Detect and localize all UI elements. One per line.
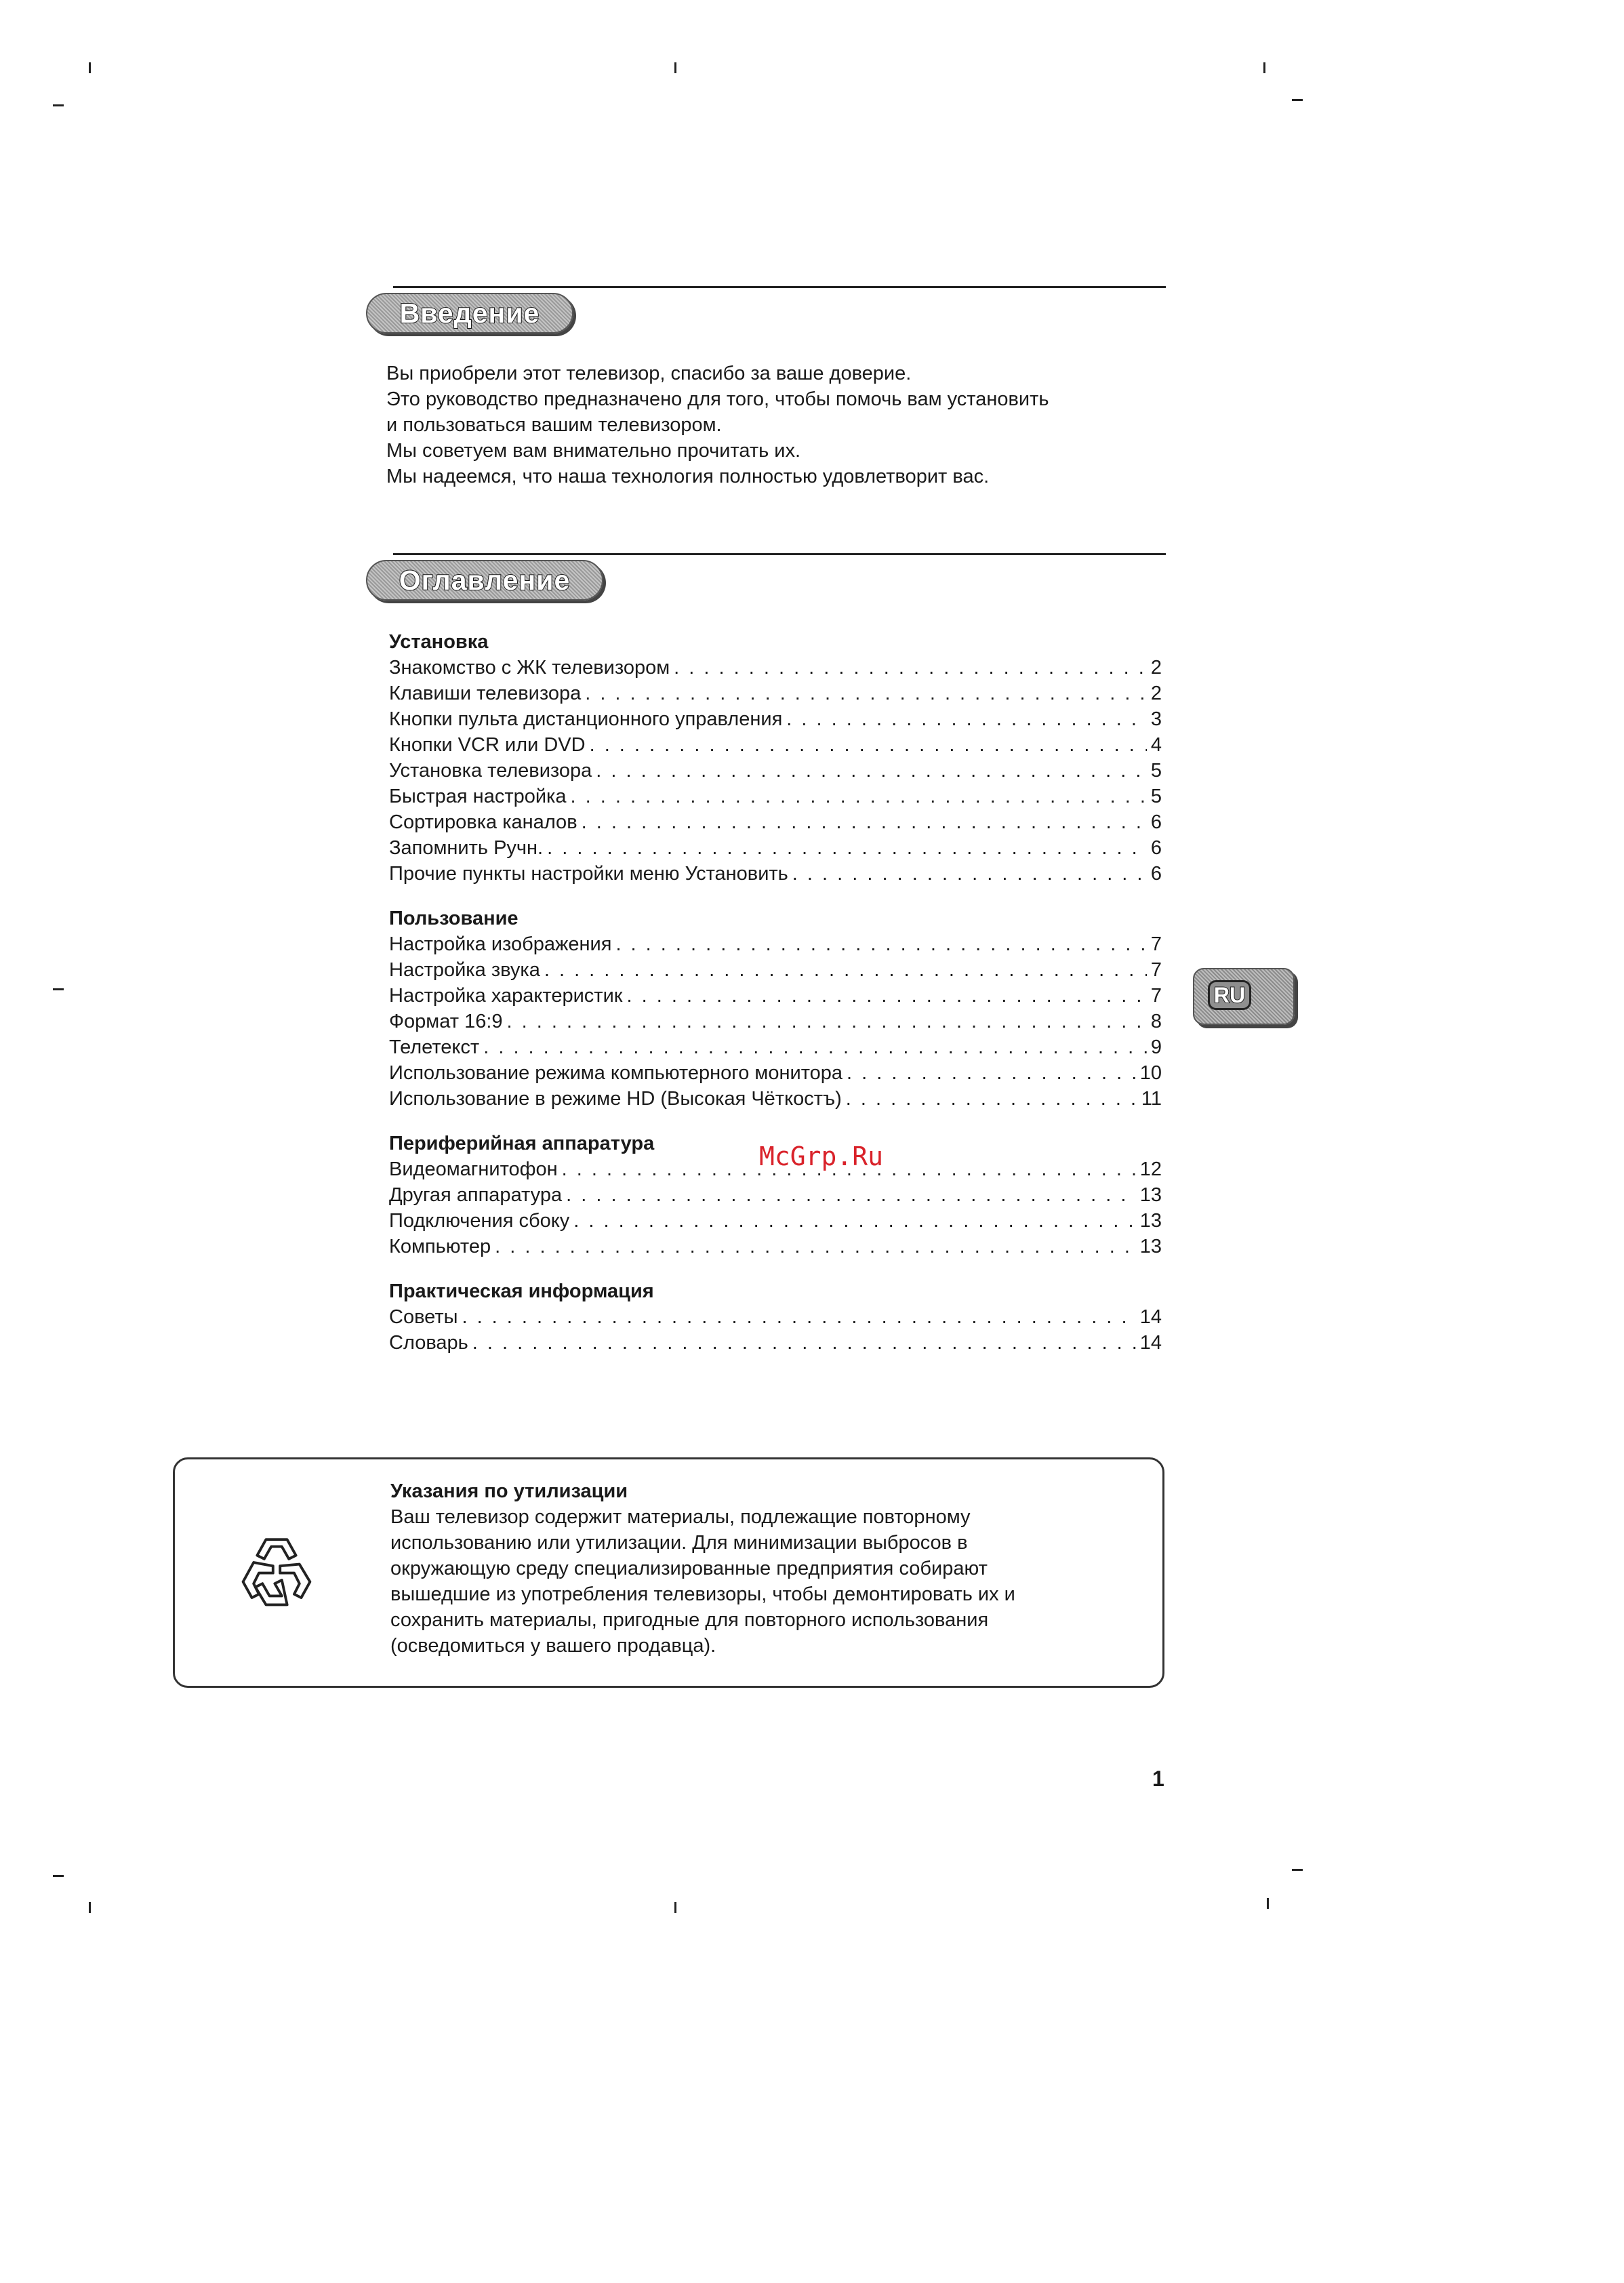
- toc-entry-title: Видеомагнитофон: [389, 1158, 558, 1180]
- toc-entry-title: Прочие пункты настройки меню Установить: [389, 863, 788, 885]
- disposal-line: окружающую среду специализированные предприятия собирают: [390, 1558, 988, 1579]
- toc-entry-page: 12: [1139, 1158, 1162, 1180]
- toc-leader-dots: [544, 957, 1147, 983]
- toc-entry-page: 7: [1150, 985, 1162, 1007]
- toc-entry[interactable]: [389, 655, 1162, 681]
- toc-entry-page: 11: [1141, 1088, 1162, 1110]
- toc-group-practical-info: [389, 1278, 1162, 1356]
- toc-entry-title: Использование режима компьютерного монитора: [389, 1062, 843, 1084]
- toc-entry-title: Настройка характеристик: [389, 985, 623, 1007]
- toc-entry-title: Клавиши телевизора: [389, 683, 582, 704]
- toc-leader-dots: [786, 706, 1147, 732]
- toc-entry-title: Другая аппаратура: [389, 1184, 563, 1206]
- toc-entry-page: 14: [1139, 1332, 1162, 1354]
- toc-leader-dots: [596, 758, 1147, 784]
- toc-entry-page: 13: [1139, 1210, 1162, 1232]
- toc-leader-dots: [566, 1182, 1136, 1208]
- toc-entry[interactable]: [389, 809, 1162, 835]
- disposal-title: Указания по утилизации: [390, 1480, 628, 1502]
- toc-entry[interactable]: [389, 784, 1162, 809]
- toc-entry[interactable]: [389, 1182, 1162, 1208]
- toc-entry-title: Телетекст: [389, 1036, 480, 1058]
- intro-line: Это руководство предназначено для того, чтобы помочь вам установить: [386, 388, 1049, 410]
- toc-entry-page: 5: [1150, 786, 1162, 807]
- toc-entry[interactable]: [389, 1234, 1162, 1259]
- toc-leader-dots: [547, 835, 1147, 861]
- toc-leader-dots: [674, 655, 1147, 681]
- toc-leader-dots: [846, 1086, 1137, 1112]
- toc-entry-page: 6: [1150, 863, 1162, 885]
- crop-mark: [53, 104, 64, 106]
- disposal-line: вышедшие из употребления телевизоры, чтобы демонтировать их и: [390, 1583, 1015, 1605]
- toc-entry-title: Установка телевизора: [389, 760, 592, 782]
- toc-entry-page: 13: [1139, 1236, 1162, 1257]
- crop-mark: [1292, 1869, 1303, 1871]
- disposal-line: (осведомиться у вашего продавца).: [390, 1635, 716, 1657]
- toc-entry-page: 4: [1150, 734, 1162, 756]
- crop-mark: [1267, 1898, 1269, 1909]
- toc-entry[interactable]: [389, 1208, 1162, 1234]
- toc-entry-page: 2: [1150, 657, 1162, 679]
- toc-entry[interactable]: [389, 931, 1162, 957]
- recycle-icon: [232, 1527, 321, 1615]
- toc-entry-page: 13: [1139, 1184, 1162, 1206]
- crop-mark: [674, 1902, 676, 1913]
- crop-mark: [89, 62, 91, 73]
- toc-entry-page: 2: [1150, 683, 1162, 704]
- crop-mark: [89, 1902, 91, 1913]
- page-number: 1: [1152, 1766, 1164, 1791]
- toc-leader-dots: [590, 732, 1147, 758]
- toc-leader-dots: [472, 1330, 1136, 1356]
- intro-line: Вы приобрели этот телевизор, спасибо за ваше доверие.: [386, 363, 912, 384]
- toc-group-heading: Периферийная аппаратура: [389, 1133, 655, 1154]
- toc-entry-title: Настройка изображения: [389, 933, 612, 955]
- toc-leader-dots: [495, 1234, 1136, 1259]
- toc-group-heading: Пользование: [389, 908, 519, 929]
- toc-leader-dots: [792, 861, 1147, 887]
- toc-leader-dots: [483, 1034, 1147, 1060]
- table-of-contents: [389, 629, 1162, 1375]
- toc-leader-dots: [571, 784, 1147, 809]
- toc-entry-page: 14: [1139, 1306, 1162, 1328]
- toc-entry-page: 3: [1150, 708, 1162, 730]
- toc-entry-title: Кнопки пульта дистанционного управления: [389, 708, 783, 730]
- crop-mark: [1292, 99, 1303, 101]
- section-title-toc-label: Оглавление: [399, 564, 571, 596]
- toc-group-heading: Практическая информация: [389, 1280, 654, 1302]
- toc-entry[interactable]: [389, 1304, 1162, 1330]
- language-tab-label: RU: [1213, 982, 1246, 1007]
- toc-entry-title: Использование в режиме HD (Высокая Чёткостъ): [389, 1088, 842, 1110]
- disposal-line: Ваш телевизор содержит материалы, подлежащие повторному: [390, 1506, 971, 1528]
- toc-entry-page: 8: [1150, 1011, 1162, 1032]
- toc-entry-page: 7: [1150, 959, 1162, 981]
- toc-entry-page: 9: [1150, 1036, 1162, 1058]
- crop-mark: [53, 1875, 64, 1877]
- toc-entry-title: Сортировка каналов: [389, 811, 577, 833]
- toc-entry-title: Словарь: [389, 1332, 468, 1354]
- toc-entry-title: Формат 16:9: [389, 1011, 503, 1032]
- toc-entry[interactable]: [389, 681, 1162, 706]
- section-title-intro: [366, 293, 573, 334]
- toc-group-usage: [389, 906, 1162, 1112]
- intro-line: и пользоваться вашим телевизором.: [386, 414, 722, 436]
- section-title-toc: [366, 560, 603, 601]
- toc-leader-dots: [573, 1208, 1135, 1234]
- language-tab: [1193, 968, 1295, 1025]
- toc-entry-title: Подключения сбоку: [389, 1210, 570, 1232]
- toc-leader-dots: [615, 931, 1146, 957]
- toc-entry[interactable]: [389, 1034, 1162, 1060]
- disposal-line: использованию или утилизации. Для минимизации выбросов в: [390, 1532, 968, 1554]
- disposal-notice: [173, 1457, 1164, 1688]
- section-rule: [393, 553, 1166, 555]
- toc-entry-title: Компьютер: [389, 1236, 491, 1257]
- section-rule: [393, 286, 1166, 288]
- toc-entry[interactable]: [389, 732, 1162, 758]
- toc-entry[interactable]: [389, 1086, 1162, 1112]
- toc-entry[interactable]: [389, 1009, 1162, 1034]
- toc-leader-dots: [462, 1304, 1135, 1330]
- disposal-line: сохранить материалы, пригодные для повторного использования: [390, 1609, 989, 1631]
- toc-entry-title: Советы: [389, 1306, 458, 1328]
- crop-mark: [1263, 62, 1265, 73]
- intro-line: Мы надеемся, что наша технология полностью удовлетворит вас.: [386, 466, 990, 487]
- toc-leader-dots: [507, 1009, 1147, 1034]
- toc-entry-title: Запомнить Ручн.: [389, 837, 544, 859]
- toc-entry-page: 10: [1139, 1062, 1162, 1084]
- disposal-text: [390, 1478, 1015, 1659]
- toc-leader-dots: [585, 681, 1147, 706]
- toc-entry[interactable]: [389, 861, 1162, 887]
- toc-leader-dots: [626, 983, 1146, 1009]
- watermark: McGrp.Ru: [759, 1142, 884, 1171]
- toc-leader-dots: [582, 809, 1147, 835]
- crop-mark: [53, 988, 64, 990]
- toc-group-installation: [389, 629, 1162, 887]
- toc-entry[interactable]: [389, 835, 1162, 861]
- crop-mark: [674, 62, 676, 73]
- toc-group-heading: Установка: [389, 631, 489, 653]
- toc-entry[interactable]: [389, 983, 1162, 1009]
- toc-leader-dots: [847, 1060, 1136, 1086]
- section-title-intro-label: Введение: [399, 297, 540, 329]
- toc-entry[interactable]: [389, 1060, 1162, 1086]
- toc-entry-title: Кнопки VCR или DVD: [389, 734, 586, 756]
- toc-entry[interactable]: [389, 1330, 1162, 1356]
- toc-entry[interactable]: [389, 706, 1162, 732]
- toc-entry-page: 6: [1150, 811, 1162, 833]
- intro-text: [386, 361, 1049, 489]
- intro-line: Мы советуем вам внимательно прочитать их.: [386, 440, 801, 462]
- toc-entry[interactable]: [389, 957, 1162, 983]
- toc-entry-title: Быстрая настройка: [389, 786, 567, 807]
- toc-entry-page: 5: [1150, 760, 1162, 782]
- toc-entry[interactable]: [389, 758, 1162, 784]
- toc-entry-page: 6: [1150, 837, 1162, 859]
- toc-entry-title: Настройка звука: [389, 959, 540, 981]
- language-tab-badge: [1208, 980, 1251, 1010]
- toc-entry-title: Знакомство с ЖК телевизором: [389, 657, 670, 679]
- toc-entry-page: 7: [1150, 933, 1162, 955]
